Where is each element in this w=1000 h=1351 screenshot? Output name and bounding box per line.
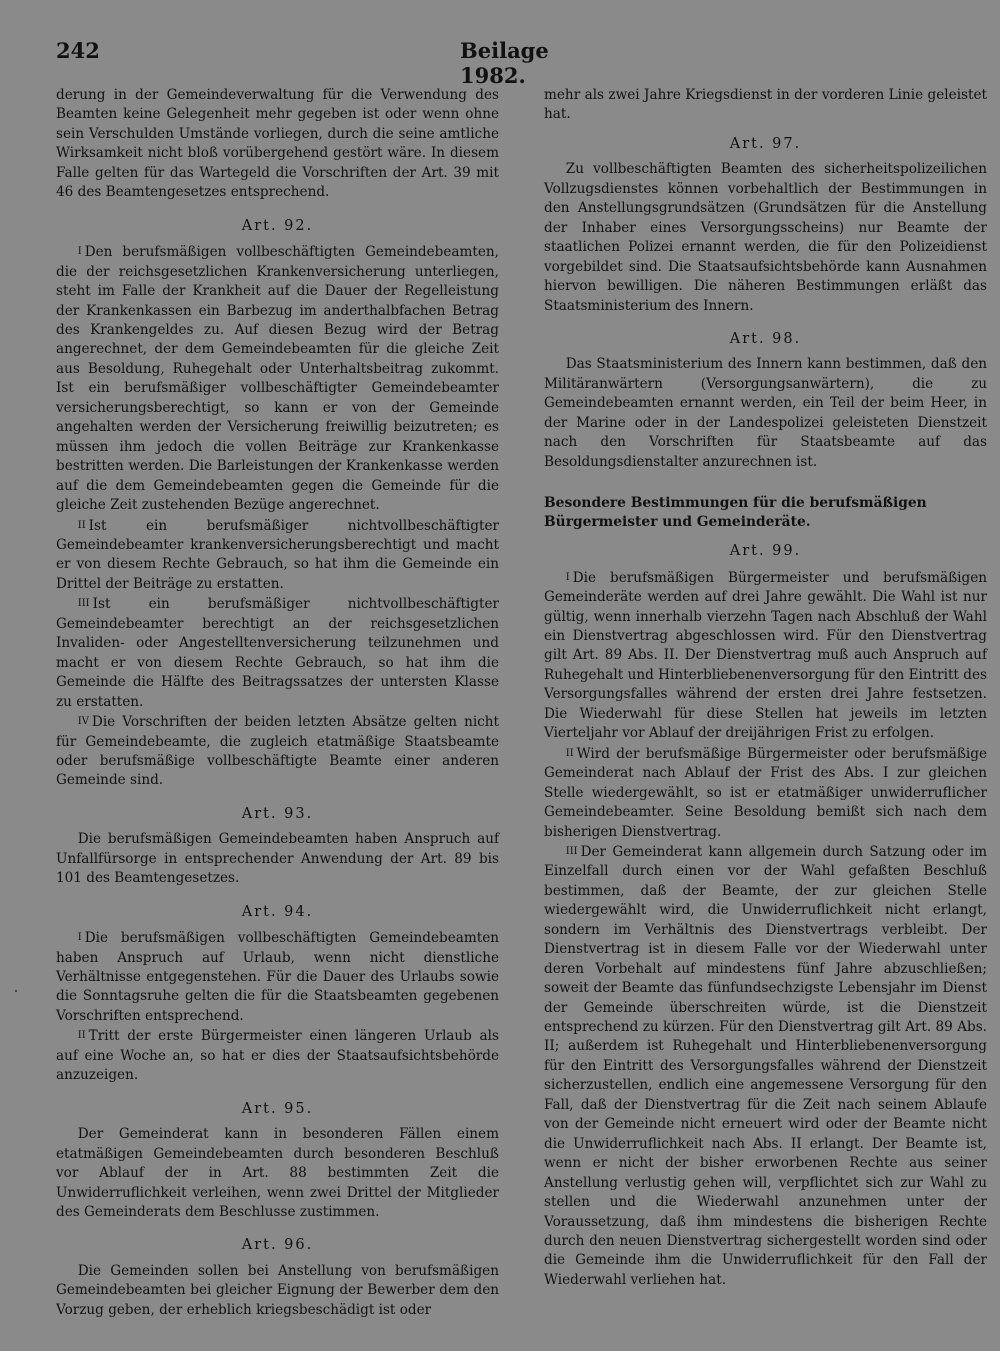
margin-mark [15,990,17,992]
article-94-heading: Art. 94. [241,903,314,920]
article-92-heading: Art. 92. [241,217,314,234]
article-97-paragraph: Zu vollbeschäftigten Beamten des sicherheitspolizeilichen Vollzugsdienstes können vorbehaltlich der Bestimmungen in den Anstellungsgrundsätzen (Grundsätzen für die Anstellung der Inhaber eines Versorgungsscheins) nur Beamte der staatlichen Polizei ernannt werden, die für den Polizeidienst vorgebildet sind. Die Staatsaufsichtsbehörde kann Ausnahmen hiervon bewilligen. Die näheren Bestimmungen erläßt das Staatsministerium des Innern. [544,161,987,314]
paragraph-text: Die Vorschriften der beiden letzten Absätze gelten nicht für Gemeindebeamte, die zugleich etatmäßige Staatsbeamte oder berufsmäßige vollbeschäftigte Beamte einer anderen Gemeinde sind. [56,714,499,789]
paragraph-number: II [77,519,86,531]
left-column [56,86,499,1320]
paragraph-number: III [565,845,578,857]
article-99-paragraph-2 [544,744,987,842]
article-95-paragraph: Der Gemeinderat kann in besonderen Fällen einem etatmäßigen Gemeindebeamten durch besonderen Beschluß vor Ablauf der in Art. 88 bestimmten Zeit die Unwiderruflichkeit verleihen, wenn zwei Drittel der Mitglieder des Gemeinderats dem Beschlusse zustimmen. [56,1126,499,1221]
article-94-paragraph-1 [56,928,499,1026]
paragraph-number: IV [77,716,89,728]
article-99-paragraph-1 [544,568,987,744]
paragraph-number: I [565,571,570,583]
page-number: 242 [56,38,100,63]
paragraph-number: I [77,932,82,944]
continued-paragraph: derung in der Gemeindeverwaltung für die Verwendung des Beamten keine Gelegenheit mehr gegeben ist oder wenn ohne sein Verschulden Umstände vorliegen, durch die seine amtliche Wirksamkeit nicht bloß vorübergehend gestört wäre. In diesem Falle gelten für das Wartegeld die Vorschriften der Art. 39 mit 46 des Beamtengesetzes entsprechend. [56,87,499,201]
paragraph-number: III [77,598,90,610]
article-92-paragraph-4 [56,712,499,791]
paragraph-text: Die berufsmäßigen vollbeschäftigten Gemeindebeamten haben Anspruch auf Urlaub, wenn nicht dienstliche Verhältnisse entgegenstehen. Für die Dauer des Urlaubs sowie die Sonntagsruhe gelten die für die Staatsbeamten gegebenen Vorschriften entsprechend. [56,930,499,1024]
article-92-paragraph-2 [56,516,499,595]
paragraph-number: II [77,1030,86,1042]
paragraph-text: Der Gemeinderat kann allgemein durch Satzung oder im Einzelfall durch einen vor der Wahl gefaßten Beschluß bestimmen, daß der Beamte, der zur gleichen Stelle wiedergewählt wird, die Unwiderruflichkeit nicht erlangt, sondern im Verhältnis des Dienstvertrags verbleibt. Der Dienstvertrag ist in diesem Falle vor der Wiederwahl unter deren Vorbehalt auf mindestens fünf Jahre abzuschließen; soweit der Beamte das fünfundsechzigste Lebensjahr im Dienst der Gemeinde überschreiten würde, ist die Dienstzeit entsprechend zu kürzen. Für den Dienstvertrag gilt Art. 89 Abs. II; außerdem ist Ruhegehalt und Hinterbliebenenversorgung für den Eintritt des Versorgungsfalles während der Dienstzeit sicherzustellen, endlich eine angemessene Versorgung für den Fall, daß der Dienstvertrag für die Zeit nach seinem Ablaufe von der Gemeinde nicht erneuert wird oder der Beamte nicht die Unwiderruflichkeit nach Abs. II erlangt. Der Beamte ist, wenn er nicht der bisher erworbenen Rechte aus seiner Anstellung verlustig gehen will, verpflichtet sich zur Wahl zu stellen und die Wiederwahl anzunehmen unter der Voraussetzung, daß ihm mindestens die bisherigen Rechte durch den neuen Dienstvertrag sichergestellt worden sind oder die Gemeinde ihm die Unwiderruflichkeit für den Fall der Wiederwahl verliehen hat. [544,843,987,1288]
right-column [544,86,987,1290]
article-92-paragraph-3 [56,594,499,712]
article-98-heading: Art. 98. [729,330,802,347]
article-98-paragraph: Das Staatsministerium des Innern kann bestimmen, daß den Militäranwärtern (Versorgungsanwärtern), die zu Gemeindebeamten ernannt werden, ein Teil der beim Heer, in der Marine oder in der Landespolizei geleisteten Dienstzeit nach den Vorschriften für Staatsbeamte auf das Besoldungsdienstalter anzurechnen ist. [544,356,987,470]
article-97-heading: Art. 97. [729,135,802,152]
article-99-heading: Art. 99. [729,543,802,560]
paragraph-number: II [565,747,574,759]
article-92-paragraph-1 [56,242,499,515]
page-header [56,38,586,88]
running-title: Beilage 1982. [460,38,549,88]
section-title: Besondere Bestimmungen für die berufsmäßigen Bürgermeister und Gemeinderäte. [544,495,927,531]
article-93-paragraph: Die berufsmäßigen Gemeindebeamten haben Anspruch auf Unfallfürsorge in entsprechender Anwendung der Art. 89 bis 101 des Beamtengesetzes. [56,831,499,887]
paragraph-text: Die berufsmäßigen Bürgermeister und berufsmäßigen Gemeinderäte werden auf drei Jahre gewählt. Die Wahl ist nur gültig, wenn innerhalb vierzehn Tagen nach Abschluß der Wahl ein Dienstvertrag abgeschlossen wird. Für den Dienstvertrag gilt Art. 89 Abs. II. Der Dienstvertrag muß auch Anspruch auf Ruhegehalt und Hinterbliebenenversorgung für den Eintritt des Versorgungsfalles während der ersten drei Jahre festsetzen. Die Wiederwahl für diese Stellen hat jeweils im letzten Vierteljahr vor Ablauf der dreijährigen Frist zu erfolgen. [544,569,987,742]
article-99-paragraph-3 [544,842,987,1290]
article-95-heading: Art. 95. [241,1100,314,1117]
paragraph-number: I [77,246,82,258]
article-93-heading: Art. 93. [241,805,314,822]
paragraph-text: Ist ein berufsmäßiger nichtvollbeschäftigter Gemeindebeamter berechtigt an der reichsgesetzlichen Invaliden- oder Angestelltenversicherung teilzunehmen und macht er von diesem Rechte Gebrauch, so hat ihm die Gemeinde die Hälfte des Beitragssatzes der untersten Klasse zu erstatten. [56,596,499,710]
article-96-heading: Art. 96. [241,1237,314,1254]
paragraph-text: Tritt der erste Bürgermeister einen längeren Urlaub als auf eine Woche an, so hat er dies der Staatsaufsichtsbehörde anzuzeigen. [56,1028,499,1084]
paragraph-text: Den berufsmäßigen vollbeschäftigten Gemeindebeamten, die der reichsgesetzlichen Krankenversicherung unterliegen, steht im Falle der Krankheit auf die Dauer der Regelleistung der Krankenkassen ein Barbezug im anderthalbfachen Betrag des Krankengeldes zu. Auf diesen Bezug wird der Betrag angerechnet, der dem Gemeindebeamten für die gleiche Zeit aus Besoldung, Ruhegehalt oder Unterhaltsbeitrag zukommt. Ist ein berufsmäßiger vollbeschäftigter Gemeindebeamter versicherungsberechtigt, so kann er von der Gemeinde angehalten werden der Versicherung freiwillig beizutreten; es müssen ihm jedoch die vollen Beiträge zur Krankenkasse bestritten werden. Die Barleistungen der Krankenkasse werden auf die dem Gemeindebeamten gegen die Gemeinde für die gleiche Zeit zustehenden Bezüge angerechnet. [56,244,499,514]
paragraph-text: Wird der berufsmäßige Bürgermeister oder berufsmäßige Gemeinderat nach Ablauf der Frist des Abs. I zur gleichen Stelle wiedergewählt, so ist er etatmäßiger unwiderruflicher Gemeindebeamter. Seine Besoldung bemißt sich nach dem bisherigen Dienstvertrag. [544,745,987,840]
continued-paragraph: mehr als zwei Jahre Kriegsdienst in der vorderen Linie geleistet hat. [544,87,987,123]
article-94-paragraph-2 [56,1026,499,1085]
article-96-paragraph: Die Gemeinden sollen bei Anstellung von berufsmäßigen Gemeindebeamten bei gleicher Eignung der Bewerber dem den Vorzug geben, der erheblich kriegsbeschädigt ist oder [56,1262,499,1318]
paragraph-text: Ist ein berufsmäßiger nichtvollbeschäftigter Gemeindebeamter krankenversicherungsberechtigt und macht er von diesem Rechte Gebrauch, so hat ihm die Gemeinde ein Drittel der Beiträge zu erstatten. [56,517,499,592]
